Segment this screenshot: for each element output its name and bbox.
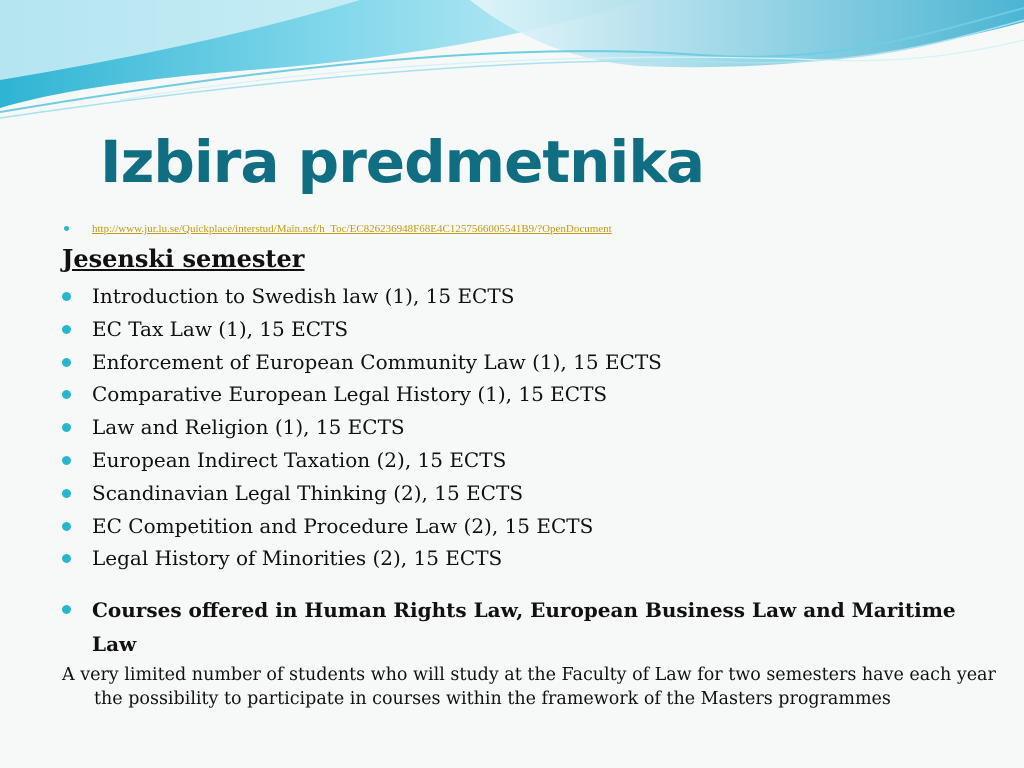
course-item	[62, 510, 1002, 543]
course-item	[62, 542, 1002, 575]
course-label: Comparative European Legal History (1), 15 ECTS	[92, 382, 608, 407]
semester-heading: Jesenski semester	[62, 244, 305, 273]
course-item	[62, 477, 1002, 510]
course-label: Introduction to Swedish law (1), 15 ECTS	[92, 284, 515, 308]
course-item	[62, 411, 1002, 444]
header-wave-decoration	[0, 0, 1024, 130]
bullet-icon	[62, 605, 71, 614]
bullet-icon	[62, 489, 71, 498]
course-item	[62, 313, 1002, 346]
bullet-icon	[64, 226, 69, 231]
bullet-icon	[62, 554, 71, 563]
course-label: Enforcement of European Community Law (1), 15 ECTS	[92, 349, 662, 374]
course-item	[62, 346, 1002, 379]
highlight-item	[62, 593, 1002, 661]
course-item	[62, 444, 1002, 477]
slide-content	[62, 220, 1002, 711]
bullet-icon	[62, 522, 71, 531]
bullet-icon	[62, 325, 71, 334]
bullet-icon	[62, 358, 71, 367]
bullet-icon	[62, 423, 71, 432]
course-item	[62, 378, 1002, 411]
course-label: EC Competition and Procedure Law (2), 15 ECTS	[92, 513, 594, 538]
link-item	[62, 220, 1002, 238]
course-list	[62, 280, 1002, 575]
bullet-icon	[62, 292, 71, 301]
course-catalog-link[interactable]: http://www.jur.lu.se/Quickplace/interstud/Main.nsf/h_Toc/EC826236948F68E4C1257566005541B9/?OpenDocument	[92, 223, 612, 235]
course-label: Scandinavian Legal Thinking (2), 15 ECTS	[92, 480, 524, 505]
note-paragraph: A very limited number of students who will study at the Faculty of Law for two semesters have each year the possibility to participate in courses within the framework of the Masters programmes	[62, 665, 996, 710]
course-label: European Indirect Taxation (2), 15 ECTS	[92, 447, 507, 472]
slide-title: Izbira predmetnika	[100, 128, 705, 196]
spacer	[62, 575, 1002, 593]
course-label: Legal History of Minorities (2), 15 ECTS	[92, 546, 503, 571]
course-item	[62, 280, 1002, 313]
bullet-icon	[62, 456, 71, 465]
course-label: Law and Religion (1), 15 ECTS	[92, 415, 405, 440]
bullet-icon	[62, 390, 71, 399]
highlight-text: Courses offered in Human Rights Law, European Business Law and Maritime Law	[92, 598, 956, 657]
course-label: EC Tax Law (1), 15 ECTS	[92, 316, 349, 341]
